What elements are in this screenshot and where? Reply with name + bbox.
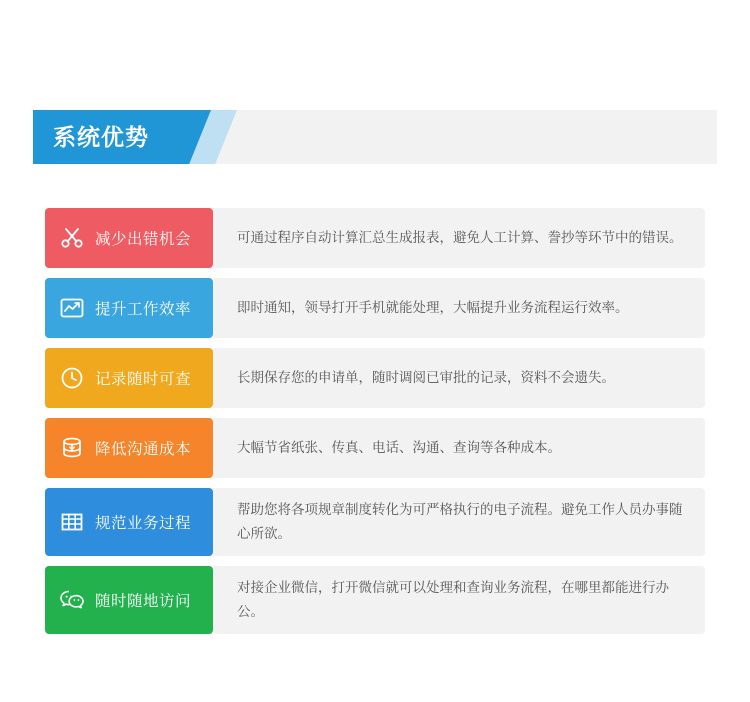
advantage-name: 提升工作效率	[95, 301, 192, 318]
advantage-description: 即时通知，领导打开手机就能处理，大幅提升业务流程运行效率。	[237, 300, 629, 316]
wechat-icon	[59, 587, 85, 613]
advantage-row	[45, 418, 705, 478]
advantage-description-container	[213, 566, 705, 634]
advantage-row	[45, 488, 705, 556]
advantage-description: 长期保存您的申请单，随时调阅已审批的记录，资料不会遗失。	[237, 370, 615, 386]
advantage-name: 随时随地访问	[95, 593, 192, 610]
advantage-row	[45, 566, 705, 634]
advantage-name: 记录随时可查	[95, 371, 192, 388]
advantage-label	[45, 208, 213, 268]
advantage-name: 规范业务过程	[95, 515, 192, 532]
scissors-icon	[59, 225, 85, 251]
advantage-row	[45, 348, 705, 408]
database-download-icon	[59, 435, 85, 461]
advantage-label	[45, 566, 213, 634]
advantage-label	[45, 418, 213, 478]
advantage-description: 大幅节省纸张、传真、电话、沟通、查询等各种成本。	[237, 440, 561, 456]
advantage-description-container	[213, 488, 705, 556]
advantage-label	[45, 488, 213, 556]
advantage-name: 减少出错机会	[95, 231, 192, 248]
advantage-label	[45, 278, 213, 338]
advantage-list	[45, 208, 705, 644]
advantage-row	[45, 278, 705, 338]
advantage-description-container	[213, 208, 705, 268]
clock-icon	[59, 365, 85, 391]
advantage-name: 降低沟通成本	[95, 441, 192, 458]
advantage-row	[45, 208, 705, 268]
advantage-description: 对接企业微信，打开微信就可以处理和查询业务流程，在哪里都能进行办公。	[237, 580, 669, 619]
advantage-description: 可通过程序自动计算汇总生成报表，避免人工计算、誊抄等环节中的错误。	[237, 230, 683, 246]
grid-table-icon	[59, 509, 85, 535]
advantage-description-container	[213, 418, 705, 478]
section-header	[33, 110, 717, 164]
advantage-description: 帮助您将各项规章制度转化为可严格执行的电子流程。避免工作人员办事随心所欲。	[237, 502, 683, 541]
advantage-description-container	[213, 348, 705, 408]
page-title: 系统优势	[53, 124, 149, 150]
advantage-label	[45, 348, 213, 408]
chart-line-icon	[59, 295, 85, 321]
advantage-description-container	[213, 278, 705, 338]
